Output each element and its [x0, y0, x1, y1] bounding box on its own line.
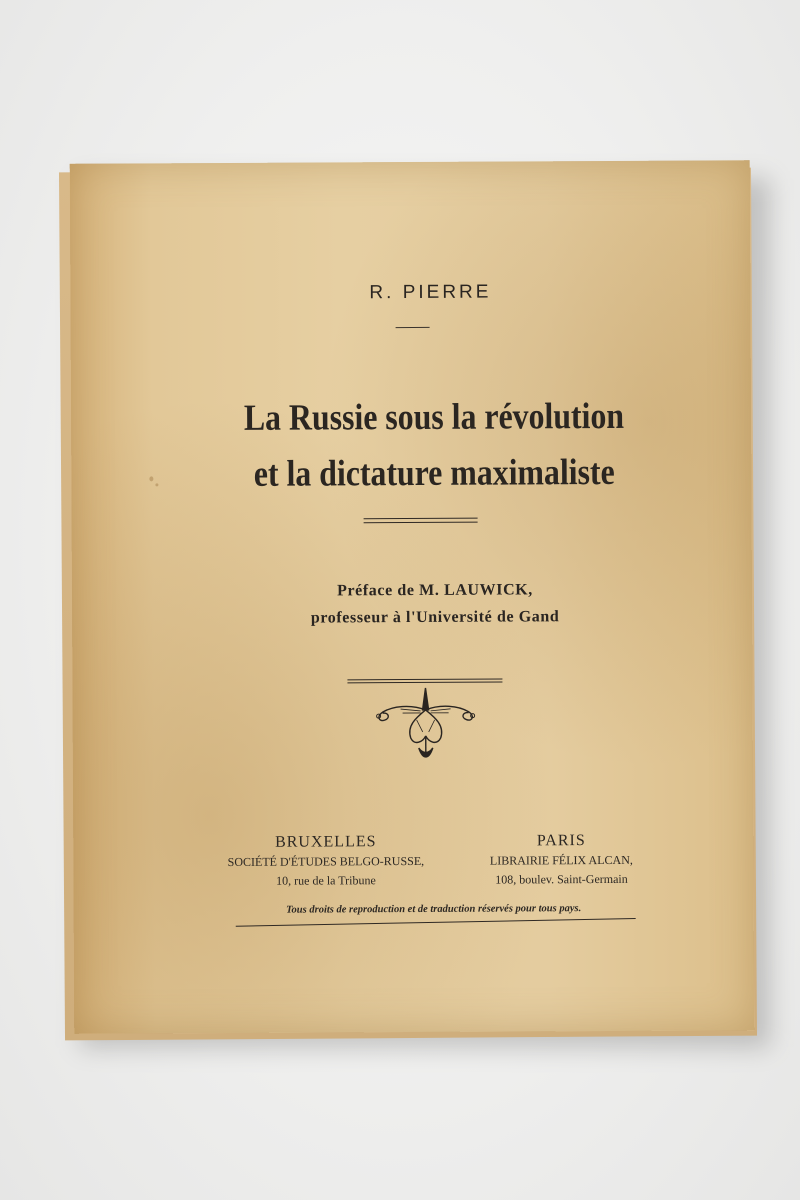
- rights-underline: [236, 918, 636, 927]
- title-line-2: et la dictature maximaliste: [253, 451, 615, 495]
- publisher-city: PARIS: [536, 832, 586, 850]
- preface-line-1: Préface de M. LAUWICK,: [337, 581, 533, 600]
- rights-notice: Tous droits de reproduction et de traduction réservés pour tous pays.: [286, 903, 582, 916]
- publisher-name: SOCIÉTÉ D'ÉTUDES BELGO-RUSSE,: [227, 853, 425, 869]
- title-line-1: La Russie sous la révolution: [243, 395, 625, 439]
- publisher-brussels: [218, 832, 433, 891]
- preface-line-2: professeur à l'Université de Gand: [310, 608, 560, 627]
- cover-content: [70, 160, 755, 1034]
- author-divider: [396, 327, 430, 328]
- publisher-address: 108, boulev. Saint-Germain: [495, 871, 628, 887]
- floral-ornament-icon: [370, 682, 480, 763]
- publisher-paris: [471, 831, 651, 890]
- author-name: R. PIERRE: [369, 281, 492, 304]
- publisher-city: BRUXELLES: [275, 833, 377, 851]
- preface-block: [72, 575, 752, 633]
- publisher-name: LIBRAIRIE FÉLIX ALCAN,: [489, 852, 633, 868]
- book-title: [124, 388, 709, 503]
- publisher-address: 10, rue de la Tribune: [276, 873, 376, 888]
- title-divider: [364, 518, 478, 524]
- book-cover: [70, 160, 755, 1034]
